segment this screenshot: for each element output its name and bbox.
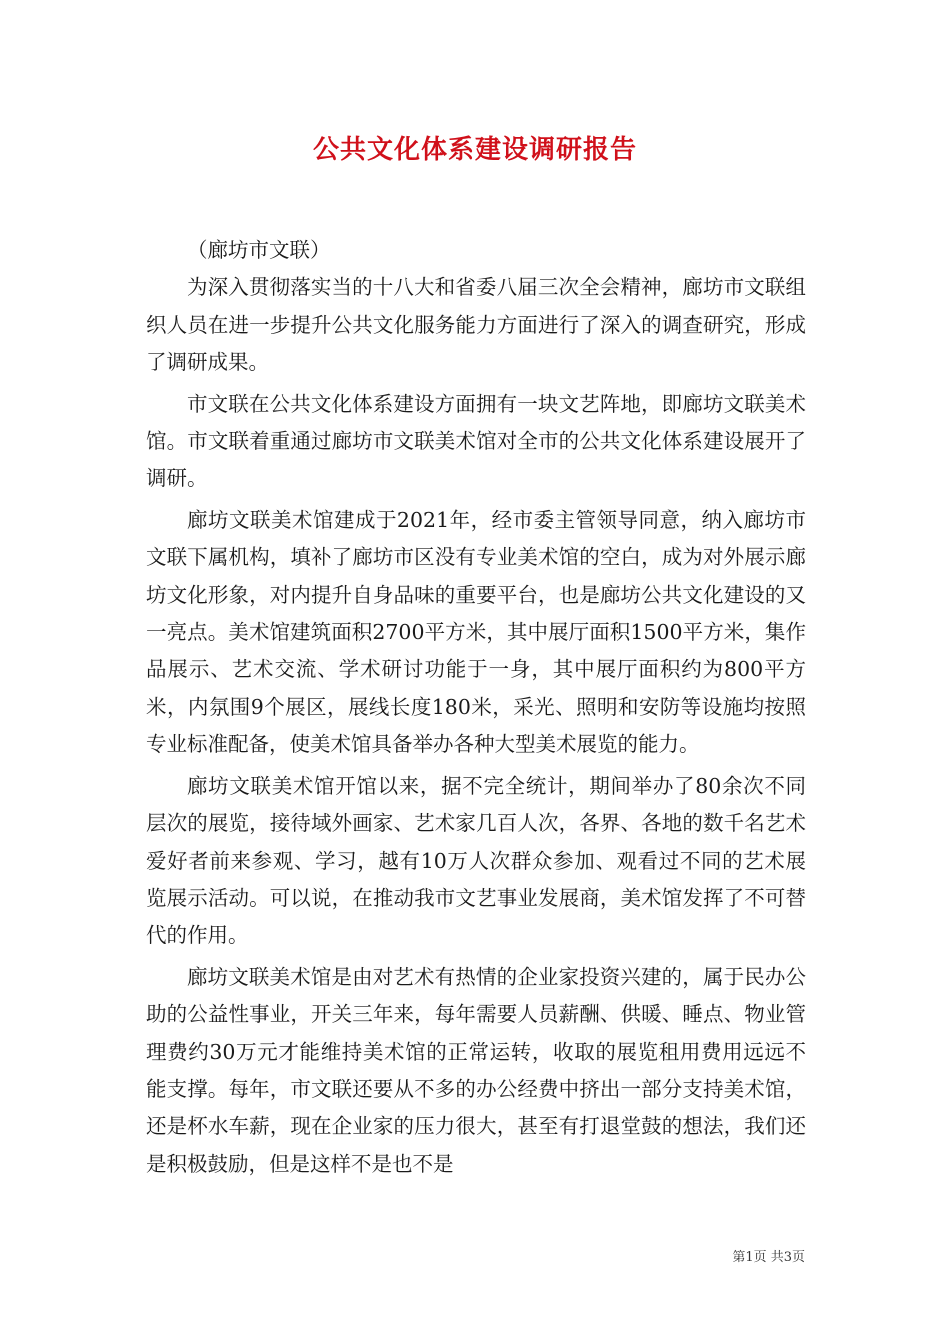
document-title: 公共文化体系建设调研报告 — [312, 135, 637, 165]
paragraph-4: 廊坊文联美术馆开馆以来，据不完全统计，期间举办了80余次不同层次的展览，接待域外画家、艺术家几百人次，各界、各地的数千名艺术爱好者前来参观、学习，越有10万人次群众参加、观看过不同的艺术展览展示活动。可以说，在推动我市文艺事业发展商，美术馆发挥了不可替代的作用。 — [146, 773, 806, 948]
paragraph-5: 廊坊文联美术馆是由对艺术有热情的企业家投资兴建的，属于民办公助的公益性事业，开关三年来，每年需要人员薪酬、供暖、睡点、物业管理费约30万元才能维持美术馆的正常运转，收取的展览租用费用远远不能支撑。每年，市文联还要从不多的办公经费中挤出一部分支持美术馆，还是杯水车薪，现在企业家的压力很大，甚至有打退堂鼓的想法，我们还是积极鼓励，但是这样不是也不是 — [146, 964, 806, 1176]
page-number-footer: 第1页 共3页 — [732, 1250, 805, 1265]
document-body — [146, 232, 806, 1183]
author-line: （廊坊市文联） — [187, 238, 331, 262]
paragraph-2: 市文联在公共文化体系建设方面拥有一块文艺阵地，即廊坊文联美术馆。市文联着重通过廊坊市文联美术馆对全市的公共文化体系建设展开了调研。 — [146, 391, 806, 491]
paragraph-3: 廊坊文联美术馆建成于2021年，经市委主管领导同意，纳入廊坊市文联下属机构，填补了廊坊市区没有专业美术馆的空白，成为对外展示廊坊文化形象，对内提升自身品味的重要平台，也是廊坊公共文化建设的又一亮点。美术馆建筑面积2700平方米，其中展厅面积1500平方米，集作品展示、艺术交流、学术研讨功能于一身，其中展厅面积约为800平方米，内氛围9个展区，展线长度180米，采光、照明和安防等设施均按照专业标准配备，使美术馆具备举办各种大型美术展览的能力。 — [146, 507, 806, 757]
paragraph-1: 为深入贯彻落实当的十八大和省委八届三次全会精神，廊坊市文联组织人员在进一步提升公共文化服务能力方面进行了深入的调查研究，形成了调研成果。 — [146, 275, 806, 375]
